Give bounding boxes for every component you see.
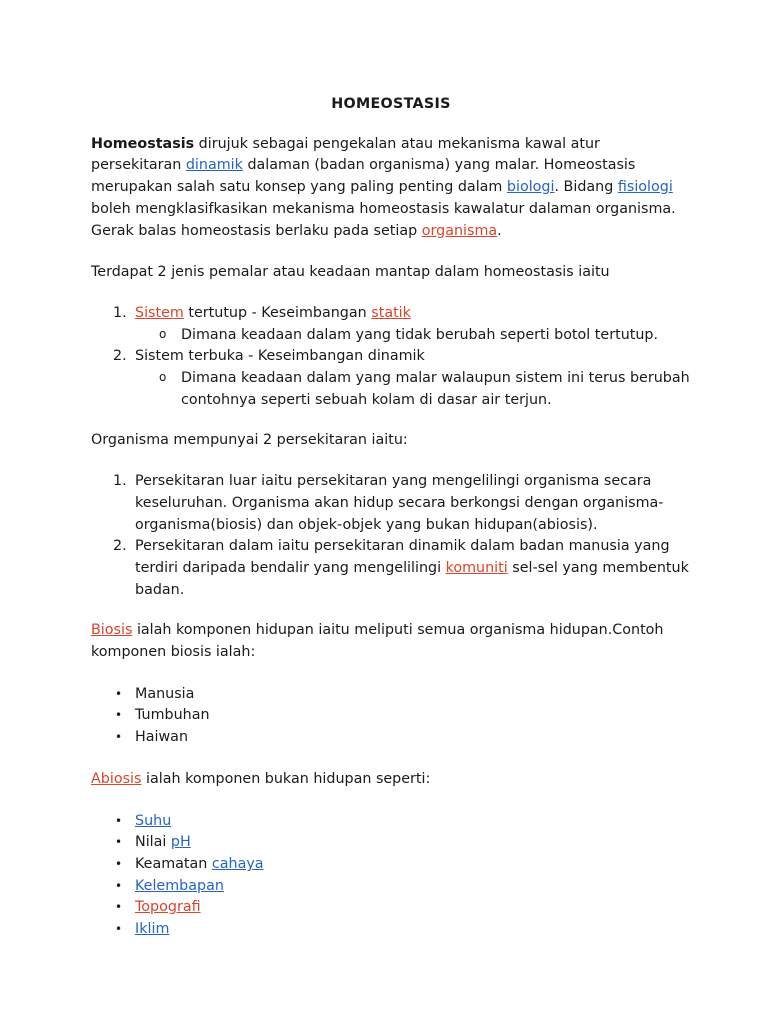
- bullet-icon: •: [115, 813, 123, 828]
- link-iklim[interactable]: Iklim: [135, 921, 170, 938]
- circle-bullet-icon: o: [159, 370, 167, 385]
- link-dinamik[interactable]: dinamik: [185, 157, 243, 174]
- document-page: [91, 94, 691, 941]
- list-item: 1. Persekitaran luar iaitu persekitaran yang mengelilingi organisma secara keseluruhan. Organisma akan hidup secara berkongsi dengan organisma-organisma(biosis) dan objek-objek yang bukan hidupan(abiosis).: [113, 473, 664, 533]
- link-kelembapan[interactable]: Kelembapan: [135, 877, 224, 894]
- abiosis-paragraph: Abiosis ialah komponen bukan hidupan seperti:: [91, 770, 431, 787]
- link-suhu[interactable]: Suhu: [135, 812, 172, 829]
- bullet-icon: •: [115, 922, 123, 937]
- bullet-icon: •: [115, 730, 123, 745]
- bullet-icon: •: [115, 835, 123, 850]
- term-homeostasis: Homeostasis: [91, 135, 195, 152]
- link-topografi[interactable]: Topografi: [135, 899, 201, 916]
- link-organisma[interactable]: organisma: [421, 222, 498, 239]
- biosis-paragraph: Biosis ialah komponen hidupan iaitu meliputi semua organisma hidupan.Contoh komponen biosis ialah:: [91, 622, 664, 661]
- link-komuniti[interactable]: komuniti: [445, 559, 508, 576]
- list-item: • Tumbuhan: [91, 705, 691, 727]
- environment-paragraph: Organisma mempunyai 2 persekitaran iaitu:: [91, 432, 408, 449]
- types-paragraph: Terdapat 2 jenis pemalar atau keadaan mantap dalam homeostasis iaitu: [91, 264, 610, 281]
- link-sistem[interactable]: Sistem: [135, 304, 184, 321]
- abiosis-list: [91, 811, 691, 941]
- list-item: [91, 897, 691, 919]
- list-number: 2.: [113, 538, 127, 555]
- bullet-icon: •: [115, 878, 123, 893]
- list-item: 2. Persekitaran dalam iaitu persekitaran dinamik dalam badan manusia yang terdiri daripada bendalir yang mengelilingi komuniti sel-sel yang membentuk badan.: [113, 538, 689, 598]
- bullet-icon: •: [115, 686, 123, 701]
- link-abiosis[interactable]: Abiosis: [91, 770, 142, 787]
- list-number: 2.: [113, 348, 127, 365]
- link-ph[interactable]: pH: [170, 834, 191, 851]
- list-item: [91, 919, 691, 941]
- list-number: 1.: [113, 304, 127, 321]
- link-biosis[interactable]: Biosis: [91, 622, 133, 639]
- link-statik[interactable]: statik: [371, 304, 411, 321]
- equilibrium-list: [91, 303, 691, 412]
- bullet-icon: •: [115, 856, 123, 871]
- list-item: • Manusia: [91, 684, 691, 706]
- link-fisiologi[interactable]: fisiologi: [617, 179, 673, 196]
- biosis-list: [91, 684, 691, 749]
- environment-list: [91, 471, 691, 601]
- list-number: 1.: [113, 473, 127, 490]
- bullet-icon: •: [115, 708, 123, 723]
- sub-list-item: o Dimana keadaan dalam yang malar walaupun sistem ini terus berubah contohnya seperti sebuah kolam di dasar air terjun.: [91, 368, 691, 411]
- list-item: 1. Sistem tertutup - Keseimbangan statik: [91, 303, 691, 325]
- list-item: 2. Sistem terbuka - Keseimbangan dinamik: [91, 346, 691, 368]
- sub-list-item: o Dimana keadaan dalam yang tidak berubah seperti botol tertutup.: [91, 325, 691, 347]
- list-item: [91, 811, 691, 833]
- list-item: • Nilai pH: [91, 832, 691, 854]
- link-biologi[interactable]: biologi: [506, 179, 555, 196]
- bullet-icon: •: [115, 900, 123, 915]
- link-cahaya[interactable]: cahaya: [211, 855, 264, 872]
- circle-bullet-icon: o: [159, 326, 167, 341]
- intro-paragraph: Homeostasis dirujuk sebagai pengekalan atau mekanisma kawal atur persekitaran dinamik dalaman (badan organisma) yang malar. Homeostasis merupakan salah satu konsep yang paling penting dalam biologi. Bidang fisiologi boleh mengklasifkasikan mekanisma homeostasis kawalatur dalaman organisma. Gerak balas homeostasis berlaku pada setiap organisma.: [91, 135, 676, 239]
- list-item: • Haiwan: [91, 727, 691, 749]
- list-item: [91, 876, 691, 898]
- page-title: HOMEOSTASIS: [331, 96, 451, 112]
- list-item: • Keamatan cahaya: [91, 854, 691, 876]
